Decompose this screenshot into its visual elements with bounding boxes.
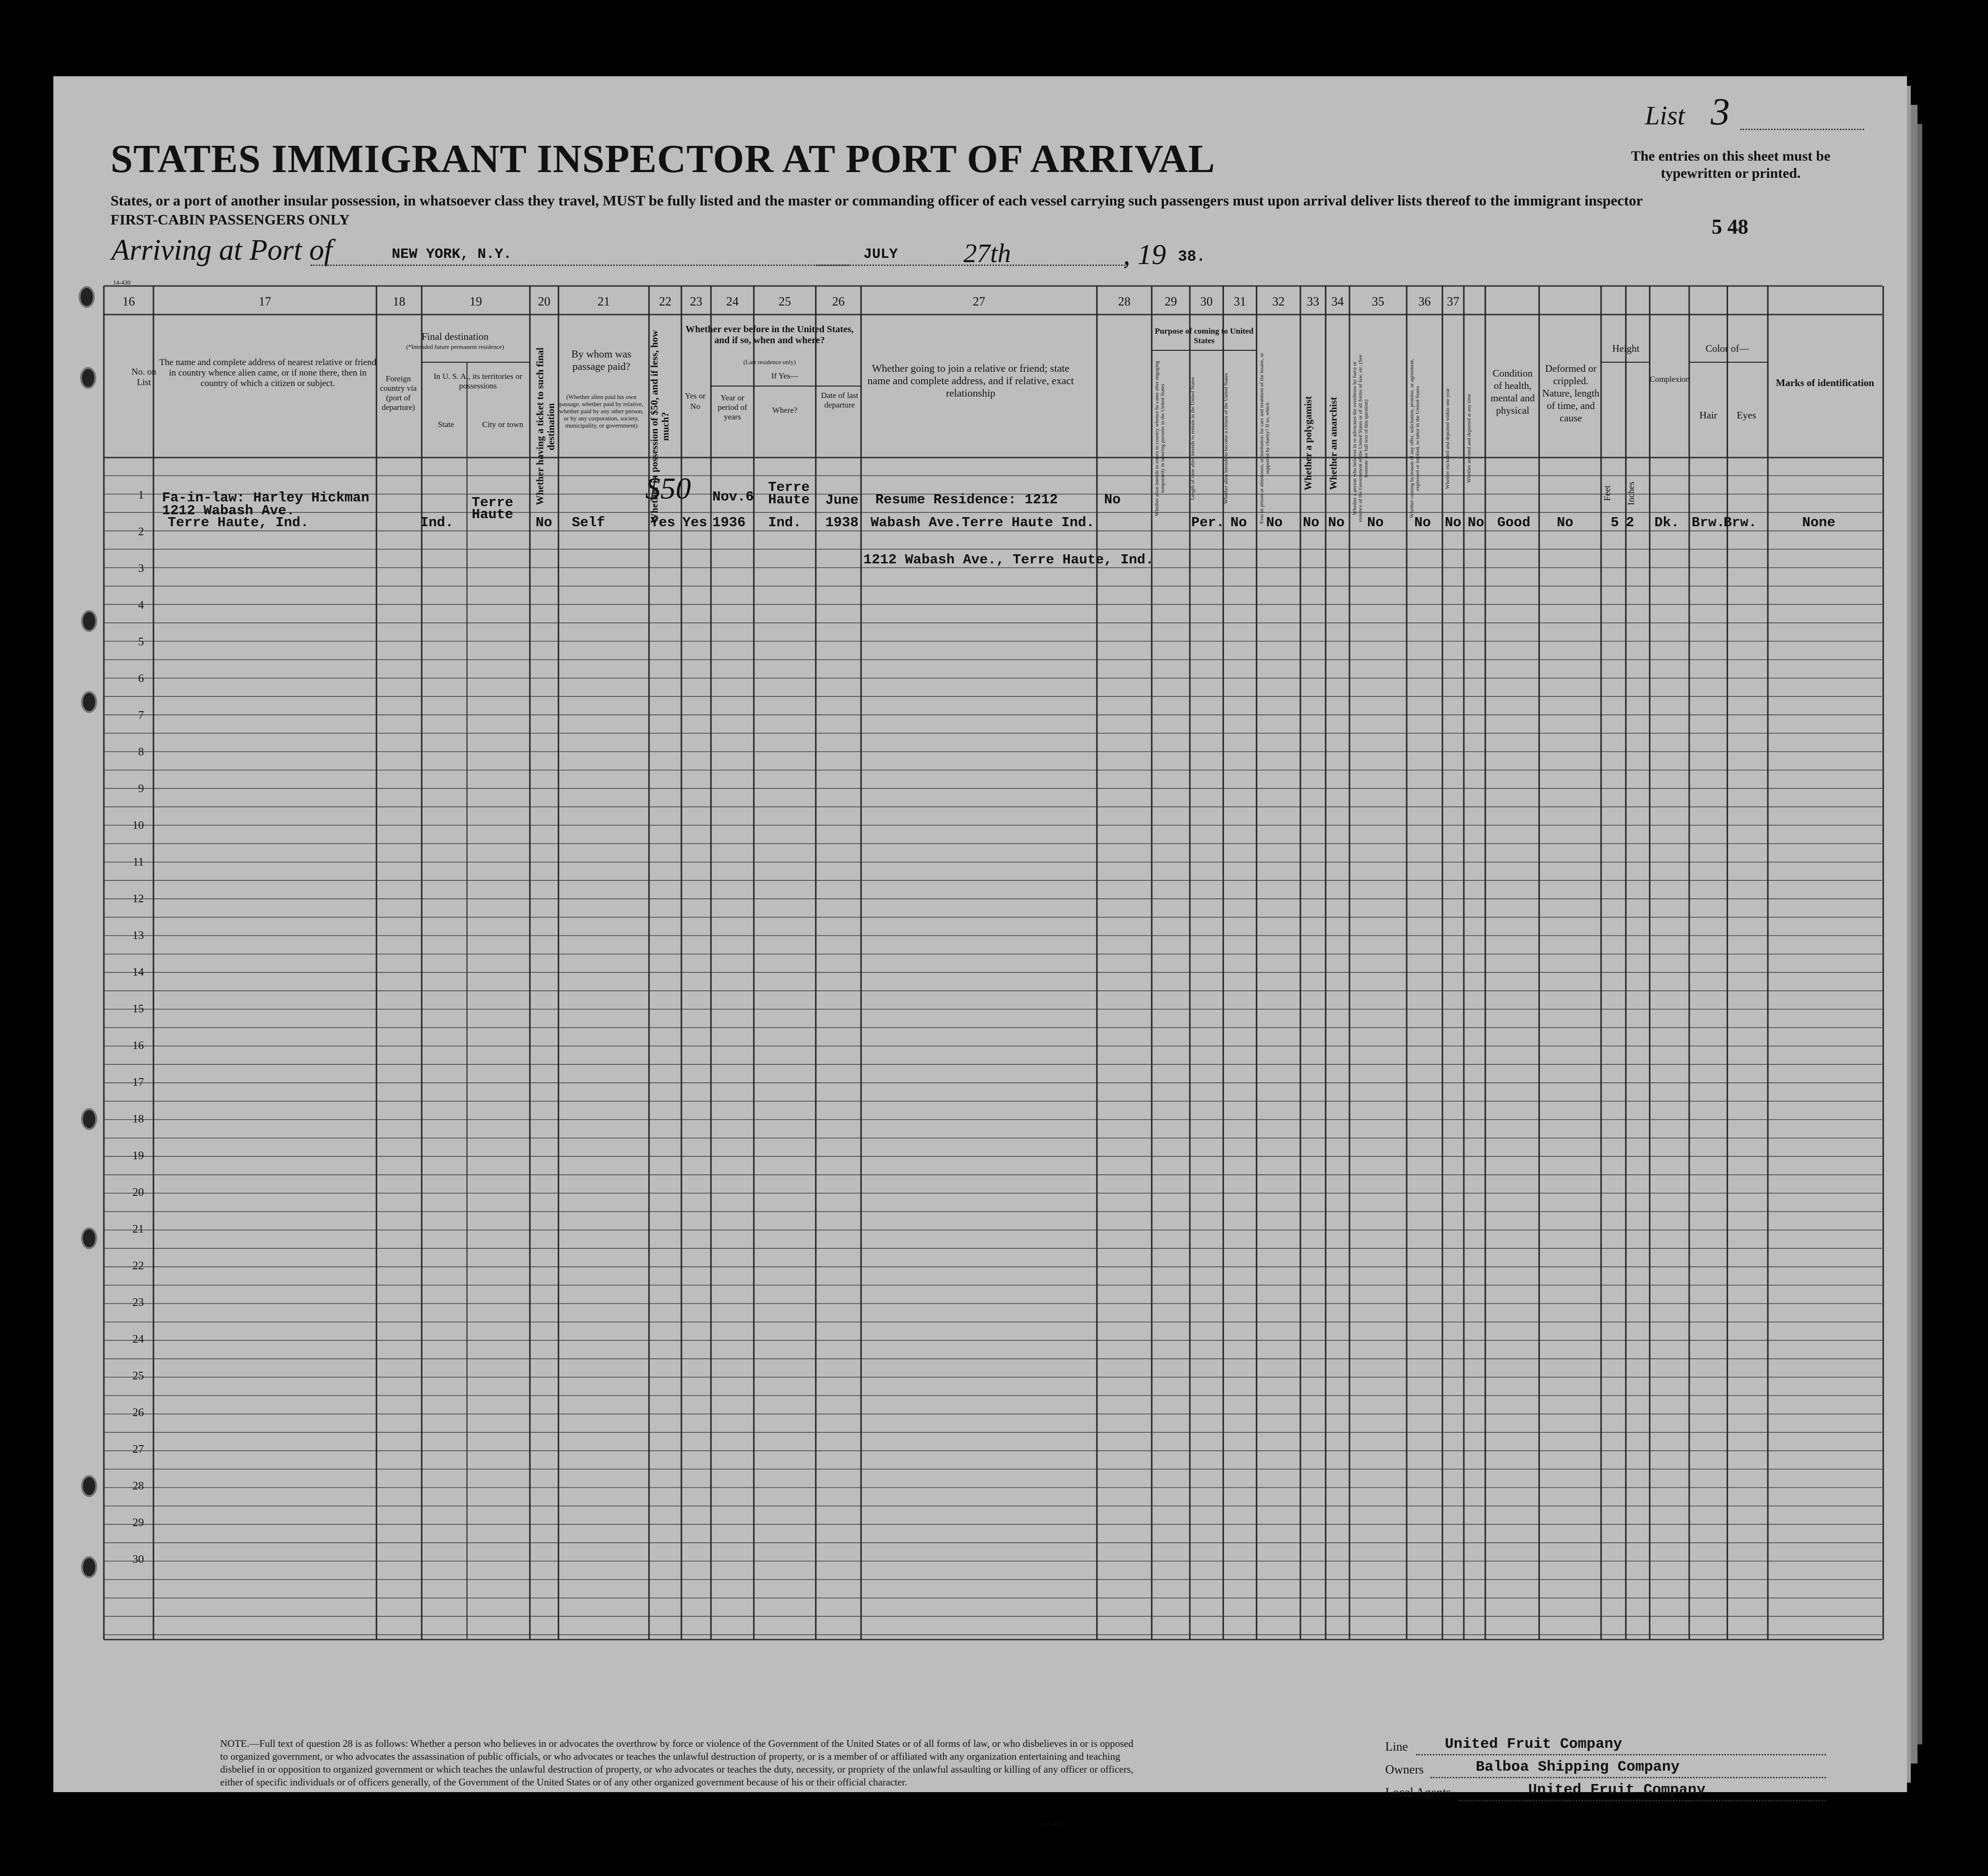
- hair-value: Brw.: [1692, 515, 1725, 530]
- row-number: 2: [138, 526, 144, 538]
- row-number: 12: [132, 893, 144, 905]
- money-handwritten: $50: [645, 471, 691, 505]
- binder-hole: [81, 691, 97, 713]
- header-c32: Condition of health, mental and physical: [1491, 367, 1535, 416]
- header-c25: Ever in prison or almshouse, or institution for care and treatment of the insane, or supported by charity? If so, which: [1259, 353, 1270, 524]
- year-prefix: , 19: [1123, 239, 1166, 270]
- binder-hole: [80, 367, 96, 389]
- column-number: 28: [1118, 295, 1131, 308]
- line-value: United Fruit Company: [1445, 1736, 1623, 1753]
- binder-hole: [81, 1108, 97, 1130]
- header-c18-top: Final destination: [421, 331, 489, 342]
- header-c20-note: (Whether alien paid his own passage, whether paid by relative, whether paid by any other person, or by any corporation, society, municipality, or government): [559, 393, 644, 429]
- column-number: 24: [726, 295, 739, 308]
- health-value: Good: [1497, 515, 1531, 530]
- labor-offer-value: No: [1414, 515, 1431, 530]
- row-number: 27: [132, 1443, 144, 1456]
- agents-label: Local Agents: [1385, 1785, 1451, 1799]
- column-number: 34: [1331, 295, 1344, 308]
- page-edge: [1917, 124, 1922, 1744]
- row-number: 23: [132, 1296, 144, 1309]
- before-us-value: Yes: [682, 515, 708, 530]
- column-number: 22: [659, 295, 671, 308]
- manifest-sheet: [53, 76, 1907, 1828]
- header-c27: Whether an anarchist: [1328, 397, 1339, 490]
- year-line-2: 1936: [712, 515, 746, 530]
- column-number: 19: [469, 295, 482, 308]
- header-c18-state: State: [438, 420, 454, 429]
- table-grid: [53, 76, 1907, 1792]
- row-number: 22: [132, 1260, 144, 1272]
- header-c22-date: Date of last departure: [821, 391, 859, 409]
- header-c35: Complexion: [1650, 375, 1690, 384]
- header-c30: Whether excluded and deported within one year: [1445, 388, 1450, 489]
- form-code: 14-430: [113, 279, 131, 286]
- owners-underline: [1430, 1777, 1826, 1778]
- dest-city-2: Haute: [472, 507, 514, 522]
- page-title: STATES IMMIGRANT INSPECTOR AT PORT OF ARRIVAL: [111, 137, 1216, 181]
- column-number: 31: [1234, 295, 1246, 308]
- row-number: 5: [138, 636, 144, 648]
- binder-hole: [81, 610, 97, 632]
- row-number: 26: [132, 1407, 144, 1419]
- binder-hole: [81, 1556, 97, 1578]
- header-c36-top: Color of—: [1705, 343, 1749, 354]
- join-line-2: Wabash Ave.Terre Haute Ind.: [871, 515, 1095, 530]
- feet-value: 5: [1611, 515, 1619, 530]
- arriving-label: Arriving at Port of: [112, 234, 333, 266]
- excluded-value: No: [1445, 515, 1461, 530]
- column-number: 21: [598, 295, 610, 308]
- row-number: 17: [132, 1076, 144, 1089]
- line-label: Line: [1385, 1740, 1408, 1754]
- owners-value: Balboa Shipping Company: [1476, 1759, 1680, 1775]
- money-value: Yes: [650, 515, 676, 530]
- column-number: 23: [690, 295, 702, 308]
- prison-value: No: [1266, 515, 1283, 530]
- header-c31: Whether arrested and deported at any time: [1466, 394, 1472, 483]
- row-number: 25: [132, 1370, 144, 1382]
- column-number: 27: [973, 295, 985, 308]
- month-value: JULY: [863, 246, 898, 263]
- citizen-value: No: [1230, 515, 1247, 530]
- agents-underline: [1459, 1800, 1826, 1801]
- header-c18-sub: (*Intended future permanent residence): [406, 343, 504, 350]
- ticket-value: No: [536, 515, 552, 530]
- header-c24-top: Purpose of coming to United States: [1155, 326, 1254, 345]
- header-c36-eyes: Eyes: [1736, 409, 1756, 421]
- owners-label: Owners: [1385, 1763, 1424, 1776]
- row-number: 24: [132, 1333, 144, 1346]
- header-c17: The name and complete address of nearest relative or friend in country whence alien came, or if none there, then in country of which a citizen or subject.: [159, 357, 376, 388]
- header-c24-a: Whether alien intends to return to country whence he came after engaging temporarily in laboring pursuits in the United States: [1154, 361, 1166, 516]
- column-number: 36: [1418, 295, 1431, 308]
- length-stay-value: Per.: [1191, 515, 1225, 530]
- complexion-value: Dk.: [1654, 515, 1680, 530]
- row-number: 16: [132, 1040, 144, 1052]
- row-number: 14: [132, 966, 144, 979]
- row-number: 11: [132, 856, 144, 868]
- header-c26: Whether a polygamist: [1302, 396, 1314, 490]
- row-number: 21: [132, 1223, 144, 1235]
- row-number: 3: [138, 562, 144, 575]
- column-number: 26: [832, 295, 845, 308]
- departure-line-2: 1938: [825, 515, 859, 530]
- day-value: 27th: [964, 239, 1011, 268]
- row-number: 10: [132, 819, 144, 832]
- column-number: 29: [1165, 295, 1177, 308]
- row-number: 20: [132, 1186, 144, 1199]
- header-c29: Whether coming by reason of any offer, solicitation, promise, or agreement, expressed or implied, to labor in the United States: [1409, 358, 1420, 519]
- page-edge: [1911, 105, 1917, 1764]
- where-line-2: Haute: [768, 492, 810, 508]
- header-c36-hair: Hair: [1699, 409, 1717, 421]
- return-country-value: No: [1104, 492, 1121, 508]
- footer-form-code: 14—430: [1040, 1821, 1063, 1828]
- relative-street: 1212 Wabash Ave.: [162, 503, 295, 519]
- header-c22-yesno: Yes or No: [685, 391, 706, 411]
- inches-value: 2: [1626, 515, 1634, 530]
- row-number: 1: [138, 489, 144, 501]
- row-number: 4: [138, 599, 144, 612]
- column-number: 16: [122, 295, 135, 308]
- column-number: 30: [1200, 295, 1213, 308]
- page-stamp: 5 48: [1712, 215, 1748, 238]
- year-value: 38.: [1178, 248, 1206, 265]
- class-line: FIRST-CABIN PASSENGERS ONLY: [111, 211, 350, 228]
- deported-value: No: [1468, 515, 1484, 530]
- agents-value: United Fruit Company: [1528, 1782, 1706, 1798]
- row-number: 6: [138, 673, 144, 685]
- header-c22-year: Year or period of years: [718, 393, 747, 421]
- list-value: 3: [1711, 91, 1730, 133]
- column-number: 37: [1447, 295, 1460, 308]
- column-number: 33: [1307, 295, 1319, 308]
- row-number: 18: [132, 1113, 144, 1125]
- polygamist-value: No: [1303, 515, 1319, 530]
- header-c19: Whether having a ticket to such final destination: [534, 347, 557, 506]
- column-number: 32: [1272, 295, 1285, 308]
- marks-value: None: [1802, 515, 1836, 530]
- entries-note: The entries on this sheet must be typewritten or printed.: [1631, 148, 1831, 181]
- join-line-1: Resume Residence: 1212: [875, 492, 1058, 508]
- row-number: 8: [138, 746, 144, 758]
- header-c18-city: City or town: [482, 420, 523, 429]
- header-c21: Whether in possession of $50, and if less, how much?: [649, 330, 671, 523]
- header-c16: No. on List: [132, 367, 156, 387]
- header-c24-c: Whether alien intends to become a citizen of the United States: [1223, 373, 1229, 504]
- dest-state: Ind.: [420, 515, 454, 530]
- instructions-text: States, or a port of another insular possession, in whatsoever class they travel, MUST be fully listed and the master or commanding officer of each vessel carrying such passengers must upon arrival deliver lists thereof to the immigrant inspector: [111, 192, 1643, 209]
- header-c20: By whom was passage paid?: [571, 348, 631, 372]
- header-c34-inches: Inches: [1626, 481, 1636, 505]
- paid-by-value: Self: [572, 515, 605, 530]
- row-number: 19: [132, 1150, 144, 1162]
- line-underline: [1416, 1754, 1826, 1755]
- row-number: 28: [132, 1480, 144, 1492]
- overthrow-value: No: [1367, 515, 1384, 530]
- join-line-3: 1212 Wabash Ave., Terre Haute, Ind.: [863, 552, 1154, 568]
- header-c22-where: Where?: [772, 406, 798, 415]
- row-number: 9: [138, 783, 144, 795]
- row-number: 29: [132, 1517, 144, 1529]
- dest-city-1: Terre: [472, 495, 514, 510]
- relative-name: Fa-in-law: Harley Hickman: [162, 490, 370, 506]
- column-number: 17: [259, 295, 271, 308]
- list-label: List: [1645, 101, 1685, 131]
- header-c18-usa: In U. S. A., its territories or possessions: [433, 372, 523, 390]
- where-line-1: Terre: [768, 479, 810, 495]
- relative-city: Terre Haute, Ind.: [168, 515, 309, 530]
- deformed-value: No: [1557, 515, 1573, 530]
- header-c24-b: Length of time alien intends to remain in the United States: [1190, 377, 1196, 500]
- column-number: 25: [779, 295, 791, 308]
- header-c33: Deformed or crippled. Nature, length of time, and cause: [1542, 363, 1600, 424]
- binder-hole: [81, 1227, 97, 1249]
- row-number: 7: [138, 709, 144, 722]
- question-28-note: NOTE.—Full text of question 28 is as follows: Whether a person who believes in or advocates the overthrow by force or violence of the Government of the United States or of all forms of law, or who disbelieves in or is opposed to organized government, or who advocates the assassination of public officials, or who advocates or teaches the unlawful destruction of property, or is a member of or affiliated with any organization entertaining and teaching disbelief in or opposition to organized government or which teaches the unlawful destruction of property, or who advocates or teaches the duty, necessity, or propriety of the unlawful assaulting or killing of any officer or officers, either of specific individuals or of officers generally, of the Government of the United States or of any other organized government because of his or their official character.: [220, 1738, 1134, 1788]
- column-number: 18: [393, 295, 406, 308]
- header-c34-feet: Feet: [1603, 485, 1613, 501]
- eyes-value: Brw.: [1724, 515, 1757, 530]
- header-c37: Marks of identification: [1775, 377, 1875, 388]
- column-number: 20: [538, 295, 550, 308]
- year-line-1: Nov.6: [712, 489, 754, 505]
- header-c28: Whether a person who believes in or advocates the overthrow by force or violence of the Government of the United States or of all forms of law, etc. (See footnote for full text of this question): [1352, 354, 1369, 523]
- binder-hole: [81, 1475, 97, 1497]
- row-number: 15: [132, 1003, 144, 1015]
- column-number: 35: [1372, 295, 1384, 308]
- binder-hole: [79, 286, 95, 308]
- departure-line-1: June: [825, 492, 859, 508]
- header-c22-ifyes: If Yes—: [771, 371, 799, 380]
- header-c34-top: Height: [1612, 343, 1640, 354]
- header-c22-top: Whether ever before in the United States, and if so, when and where?: [685, 324, 854, 346]
- header-c23: Whether going to join a relative or friend; state name and complete address, and if relative, exact relationship: [867, 362, 1074, 399]
- where-line-3: Ind.: [768, 515, 801, 530]
- port-value: NEW YORK, N.Y.: [392, 246, 512, 263]
- header-c18-foreign: Foreign country via (port of departure): [380, 374, 417, 412]
- anarchist-value: No: [1328, 515, 1345, 530]
- row-number: 30: [132, 1553, 144, 1566]
- header-c22-sub: (Last residence only): [743, 358, 796, 366]
- row-number: 13: [132, 929, 144, 942]
